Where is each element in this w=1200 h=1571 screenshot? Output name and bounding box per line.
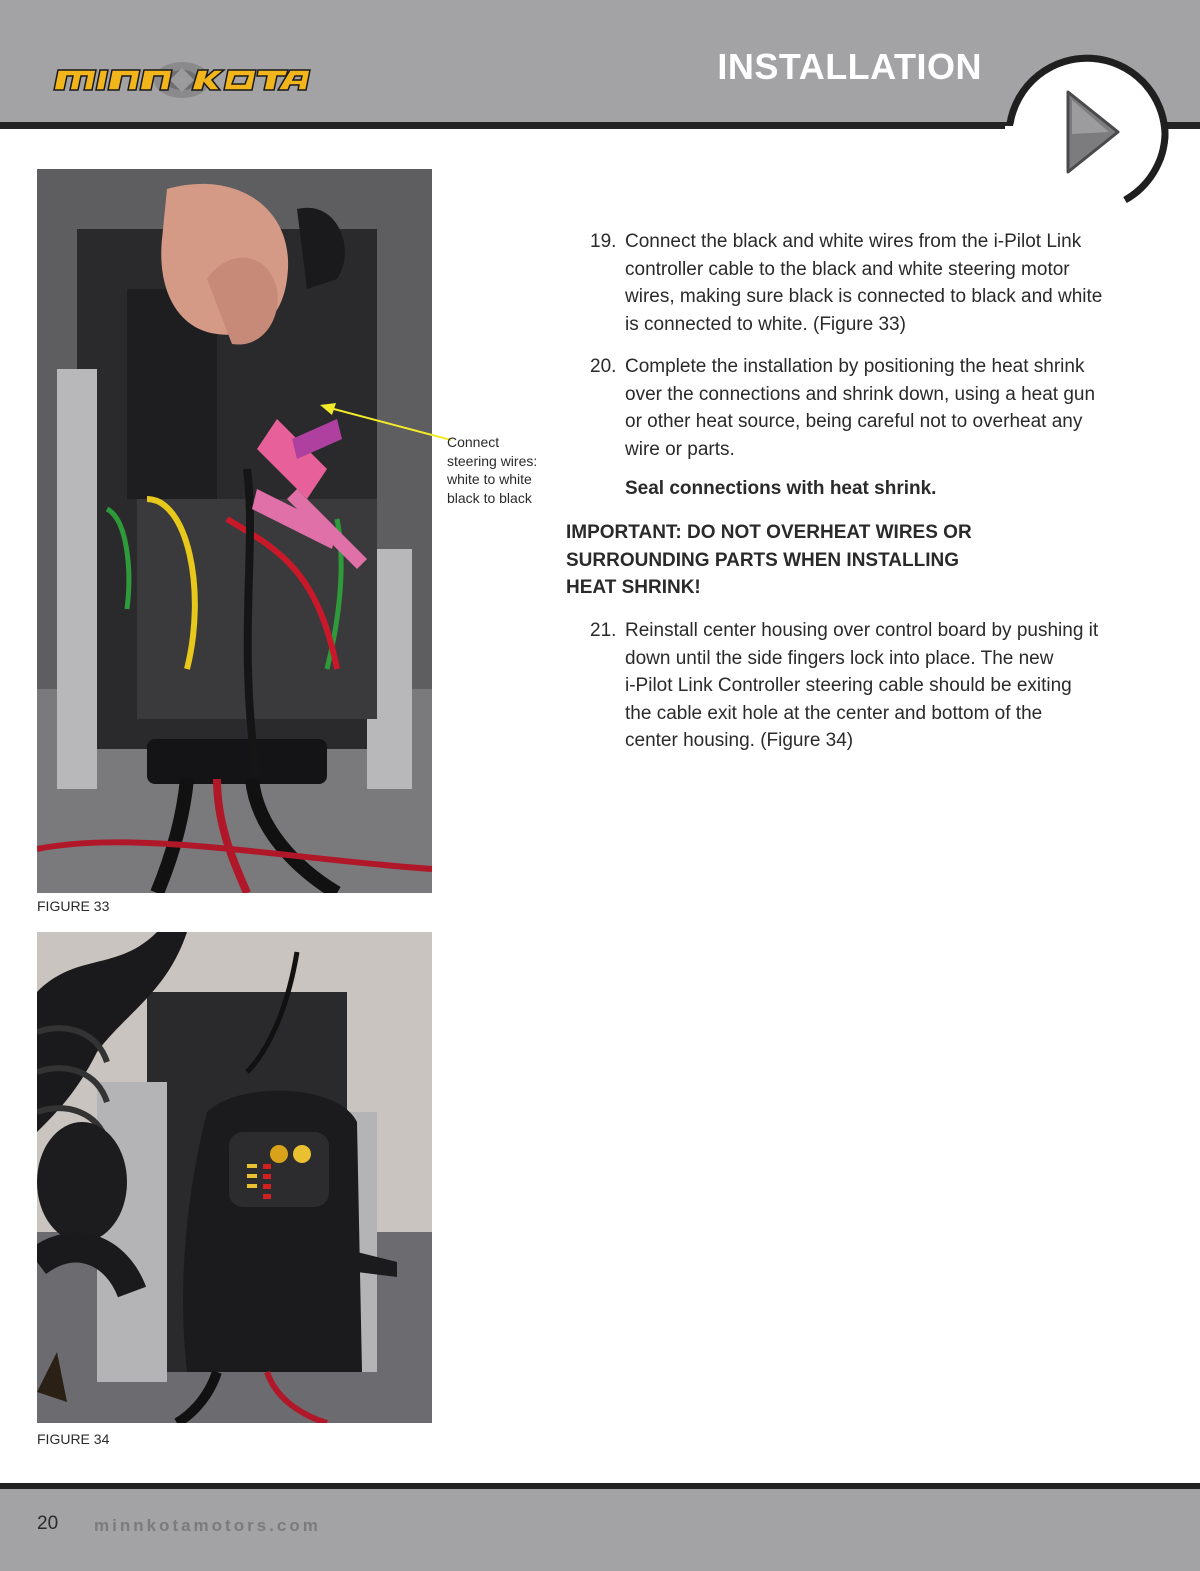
step-line: controller cable to the black and white steering motor	[625, 258, 1070, 280]
callout-line: black to black	[447, 489, 532, 506]
step-line: i-Pilot Link Controller steering cable should be exiting	[625, 675, 1072, 696]
step-line: Connect the black and white wires from the i-Pilot Link	[625, 231, 1082, 252]
warning-line: HEAT SHRINK!	[566, 577, 701, 598]
step-line: center housing. (Figure 34)	[625, 730, 854, 751]
step-line: wires, making sure black is connected to black and white	[625, 286, 1103, 307]
callout-line: Connect	[447, 434, 500, 450]
minn-kota-logo	[52, 56, 312, 104]
figure-34-photo	[37, 932, 432, 1423]
step-line: over the connections and shrink down, using a heat gun	[625, 383, 1096, 405]
step-number: 19.	[590, 231, 617, 252]
step-line: wire or parts.	[625, 438, 735, 460]
warning-line: SURROUNDING PARTS WHEN INSTALLING	[566, 549, 960, 571]
step-line: is connected to white. (Figure 33)	[625, 313, 906, 335]
step-line: the cable exit hole at the center and bottom of the	[625, 702, 1043, 724]
figure-34-caption: FIGURE 34	[37, 1431, 110, 1447]
step-number: 21.	[590, 620, 617, 641]
important-warning	[566, 519, 972, 602]
step-line: Reinstall center housing over control board by pushing it	[625, 620, 1099, 641]
step-text	[625, 228, 1150, 338]
figure-33-caption: FIGURE 33	[37, 898, 110, 914]
step-19	[590, 228, 1150, 338]
wiring-callout	[447, 433, 557, 507]
step-text	[625, 617, 1150, 755]
step-line: down until the side fingers lock into place. The new	[625, 647, 1054, 669]
seal-note: Seal connections with heat shrink.	[625, 478, 937, 499]
callout-line: steering wires:	[447, 452, 538, 469]
step-line: Complete the installation by positioning the heat shrink	[625, 356, 1085, 377]
step-line: or other heat source, being careful not to overheat any	[625, 411, 1083, 432]
warning-line: IMPORTANT: DO NOT OVERHEAT WIRES OR	[566, 522, 972, 543]
callout-arrow	[318, 400, 453, 450]
step-21	[590, 617, 1150, 755]
website-link[interactable]: minnkotamotors.com	[94, 1516, 321, 1535]
callout-line: white to white	[447, 471, 532, 487]
step-text	[625, 353, 1150, 463]
step-number: 20.	[590, 356, 617, 377]
step-20	[590, 353, 1150, 463]
next-page-badge[interactable]	[1005, 54, 1175, 204]
page-number: 20	[37, 1513, 59, 1534]
figure-33-photo	[37, 169, 432, 893]
section-title: INSTALLATION	[717, 46, 982, 87]
